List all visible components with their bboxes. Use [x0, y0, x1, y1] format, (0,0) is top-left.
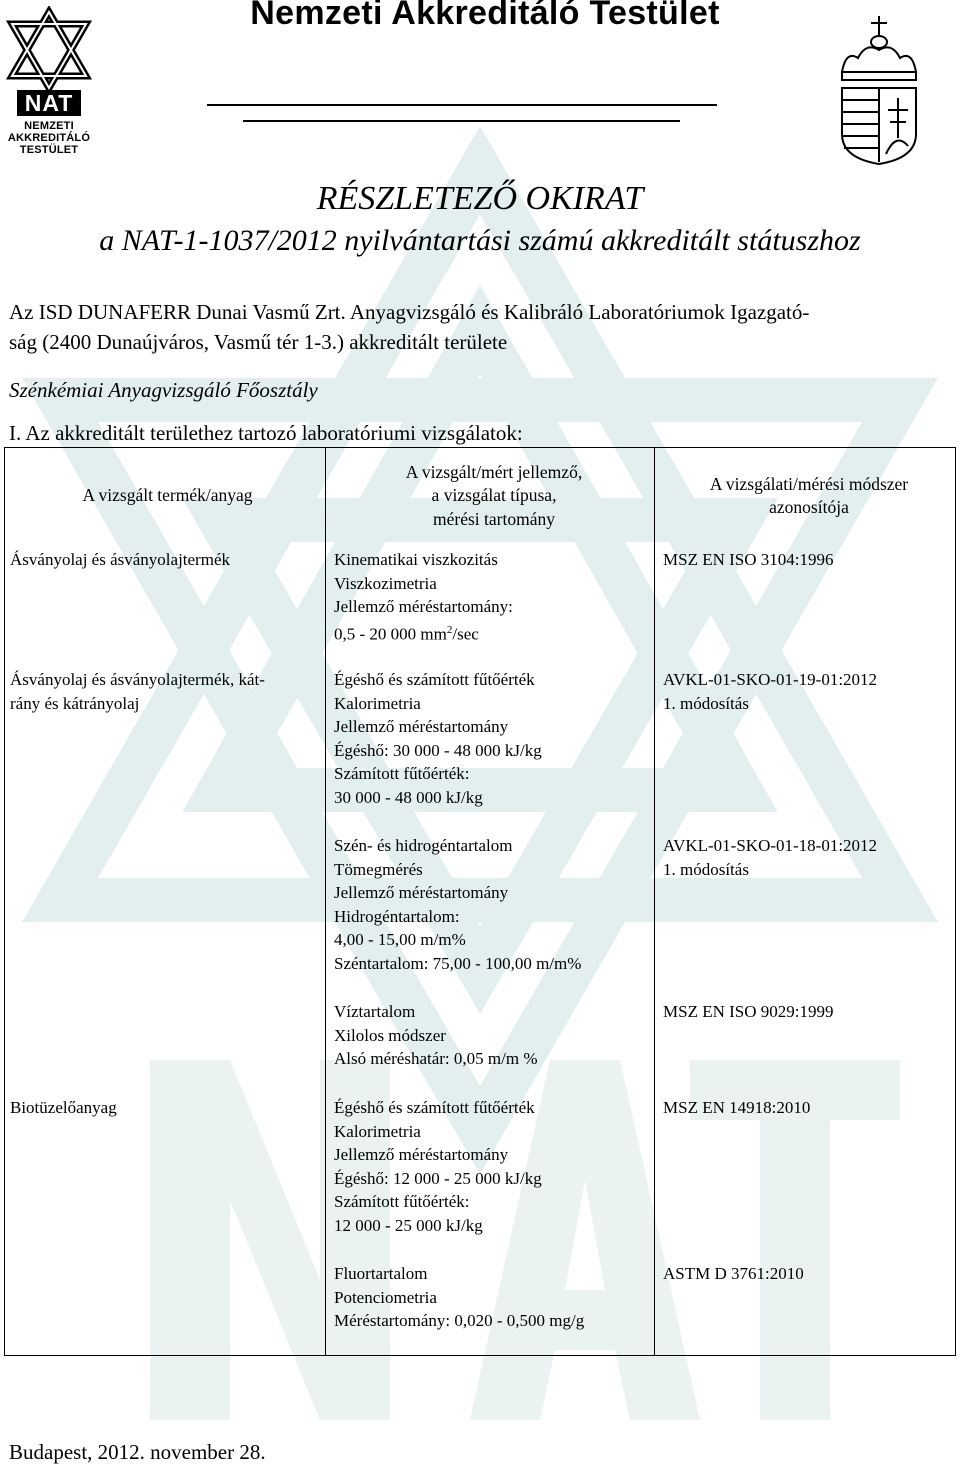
table-row [5, 1092, 956, 1258]
characteristic-text: Égéshő és számított fűtőérték [334, 1098, 535, 1117]
table-header-row [5, 448, 956, 545]
header-characteristic-line: a vizsgálat típusa, [431, 485, 557, 506]
product-text: Ásványolaj és ásványolajtermék [10, 550, 230, 569]
characteristic-cell [326, 996, 655, 1092]
nat-logo [4, 6, 94, 156]
characteristic-text: Fluortartalom [334, 1264, 428, 1283]
method-cell [655, 1092, 956, 1258]
characteristic-text: Kalorimetria [334, 1121, 421, 1141]
header-product [5, 448, 326, 545]
method-cell [655, 544, 956, 664]
characteristic-text: Számított fűtőérték: [334, 1192, 470, 1211]
document-subtitle: a NAT-1-1037/2012 nyilvántartási számú akkreditált státuszhoz [99, 224, 861, 257]
method-text: MSZ EN 14918:2010 [663, 1098, 811, 1117]
table-row [5, 996, 956, 1092]
characteristic-text: Égéshő: 12 000 - 25 000 kJ/kg [334, 1168, 542, 1188]
product-text: rány és kátrányolaj [10, 693, 140, 713]
intro-line-2: ság (2400 Dunaújváros, Vasmű tér 1-3.) akkreditált területe [9, 330, 508, 354]
characteristic-text: Számított fűtőérték: [334, 764, 470, 783]
method-cell [655, 664, 956, 830]
accredited-entity [9, 297, 951, 357]
characteristic-text: Égéshő és számított fűtőérték [334, 670, 535, 689]
header-method-line: A vizsgálati/mérési módszer [709, 473, 909, 494]
department-name: Szénkémiai Anyagvizsgáló Főosztály [9, 378, 318, 402]
characteristic-cell [326, 1092, 655, 1258]
method-text: ASTM D 3761:2010 [663, 1264, 804, 1283]
characteristic-text: Jellemző méréstartomány [334, 717, 509, 736]
characteristic-text: Potenciometria [334, 1287, 437, 1307]
method-text: 1. módosítás [663, 693, 749, 713]
characteristic-text: Kalorimetria [334, 693, 421, 713]
characteristic-cell [326, 1258, 655, 1356]
characteristic-text: Széntartalom: 75,00 - 100,00 m/m% [334, 953, 582, 973]
product-cell [5, 664, 326, 830]
characteristic-text: 4,00 - 15,00 m/m% [334, 930, 466, 949]
range-unit: /sec [452, 624, 479, 644]
table-row [5, 830, 956, 996]
range-value: 0,5 - 20 000 mm [334, 624, 447, 644]
characteristic-text: Tömegmérés [334, 859, 423, 879]
characteristic-text: Szén- és hidrogéntartalom [334, 836, 513, 855]
header-rule-top [207, 104, 717, 106]
method-text: MSZ EN ISO 3104:1996 [663, 550, 834, 569]
nat-star-icon [4, 6, 94, 90]
hungarian-coat-of-arms-icon [836, 14, 922, 166]
method-text: AVKL-01-SKO-01-18-01:2012 [663, 836, 878, 855]
header-characteristic-line: A vizsgált/mért jellemző, [405, 461, 583, 482]
logo-line-1: NEMZETI [24, 120, 74, 132]
characteristic-text: Jellemző méréstartomány [334, 883, 509, 902]
product-cell [5, 1258, 326, 1356]
characteristic-text: Alsó méréshatár: 0,05 m/m % [334, 1049, 538, 1068]
intro-line-1: Az ISD DUNAFERR Dunai Vasmű Zrt. Anyagvizsgáló és Kalibráló Laboratóriumok Igazgató- [9, 300, 810, 324]
header-method [655, 448, 956, 545]
characteristic-text: Jellemző méréstartomány: [334, 597, 513, 616]
viscosity-range [334, 619, 654, 646]
characteristic-text: Égéshő: 30 000 - 48 000 kJ/kg [334, 740, 542, 760]
product-cell [5, 1092, 326, 1258]
characteristic-cell [326, 544, 655, 664]
characteristic-text: Kinematikai viszkozitás [334, 550, 498, 569]
header-method-line: azonosítója [769, 497, 849, 517]
method-text: MSZ EN ISO 9029:1999 [663, 1002, 834, 1021]
header-characteristic-line: mérési tartomány [433, 508, 555, 529]
characteristic-text: 12 000 - 25 000 kJ/kg [334, 1215, 483, 1235]
characteristic-text: Xilolos módszer [334, 1025, 446, 1045]
document-title: RÉSZLETEZŐ OKIRAT [316, 180, 644, 217]
characteristic-text: 30 000 - 48 000 kJ/kg [334, 787, 483, 807]
logo-line-2: AKKREDITÁLÓ [7, 132, 91, 144]
logo-line-3: TESTÜLET [19, 144, 79, 156]
table-row [5, 544, 956, 664]
characteristic-text: Víztartalom [334, 1002, 416, 1021]
product-text: Biotüzelőanyag [10, 1098, 117, 1117]
header-product-label: A vizsgált termék/anyag [82, 485, 253, 506]
characteristic-text: Viszkozimetria [334, 573, 437, 593]
product-cell [5, 544, 326, 664]
characteristic-text: Jellemző méréstartomány [334, 1145, 509, 1164]
table-row [5, 1258, 956, 1356]
method-text: AVKL-01-SKO-01-19-01:2012 [663, 670, 878, 689]
method-cell [655, 830, 956, 996]
characteristic-text: Méréstartomány: 0,020 - 0,500 mg/g [334, 1311, 585, 1330]
organization-name: Nemzeti Akkreditáló Testület [250, 0, 720, 32]
header-rule-bottom [243, 120, 680, 122]
nat-logo-mark: NAT [17, 90, 81, 116]
list-heading: I. Az akkreditált területhez tartozó laboratóriumi vizsgálatok: [9, 421, 523, 445]
accreditation-table [4, 447, 956, 1356]
characteristic-cell [326, 830, 655, 996]
method-text: 1. módosítás [663, 859, 749, 879]
place-and-date: Budapest, 2012. november 28. [9, 1440, 266, 1464]
range-unit-exponent: 2 [446, 623, 453, 636]
method-cell [655, 1258, 956, 1356]
method-cell [655, 996, 956, 1092]
characteristic-cell [326, 664, 655, 830]
characteristic-text: Hidrogéntartalom: [334, 906, 460, 926]
table-row [5, 664, 956, 830]
header-characteristic [326, 448, 655, 545]
product-text: Ásványolaj és ásványolajtermék, kát- [10, 670, 265, 689]
product-cell [5, 996, 326, 1092]
product-cell [5, 830, 326, 996]
